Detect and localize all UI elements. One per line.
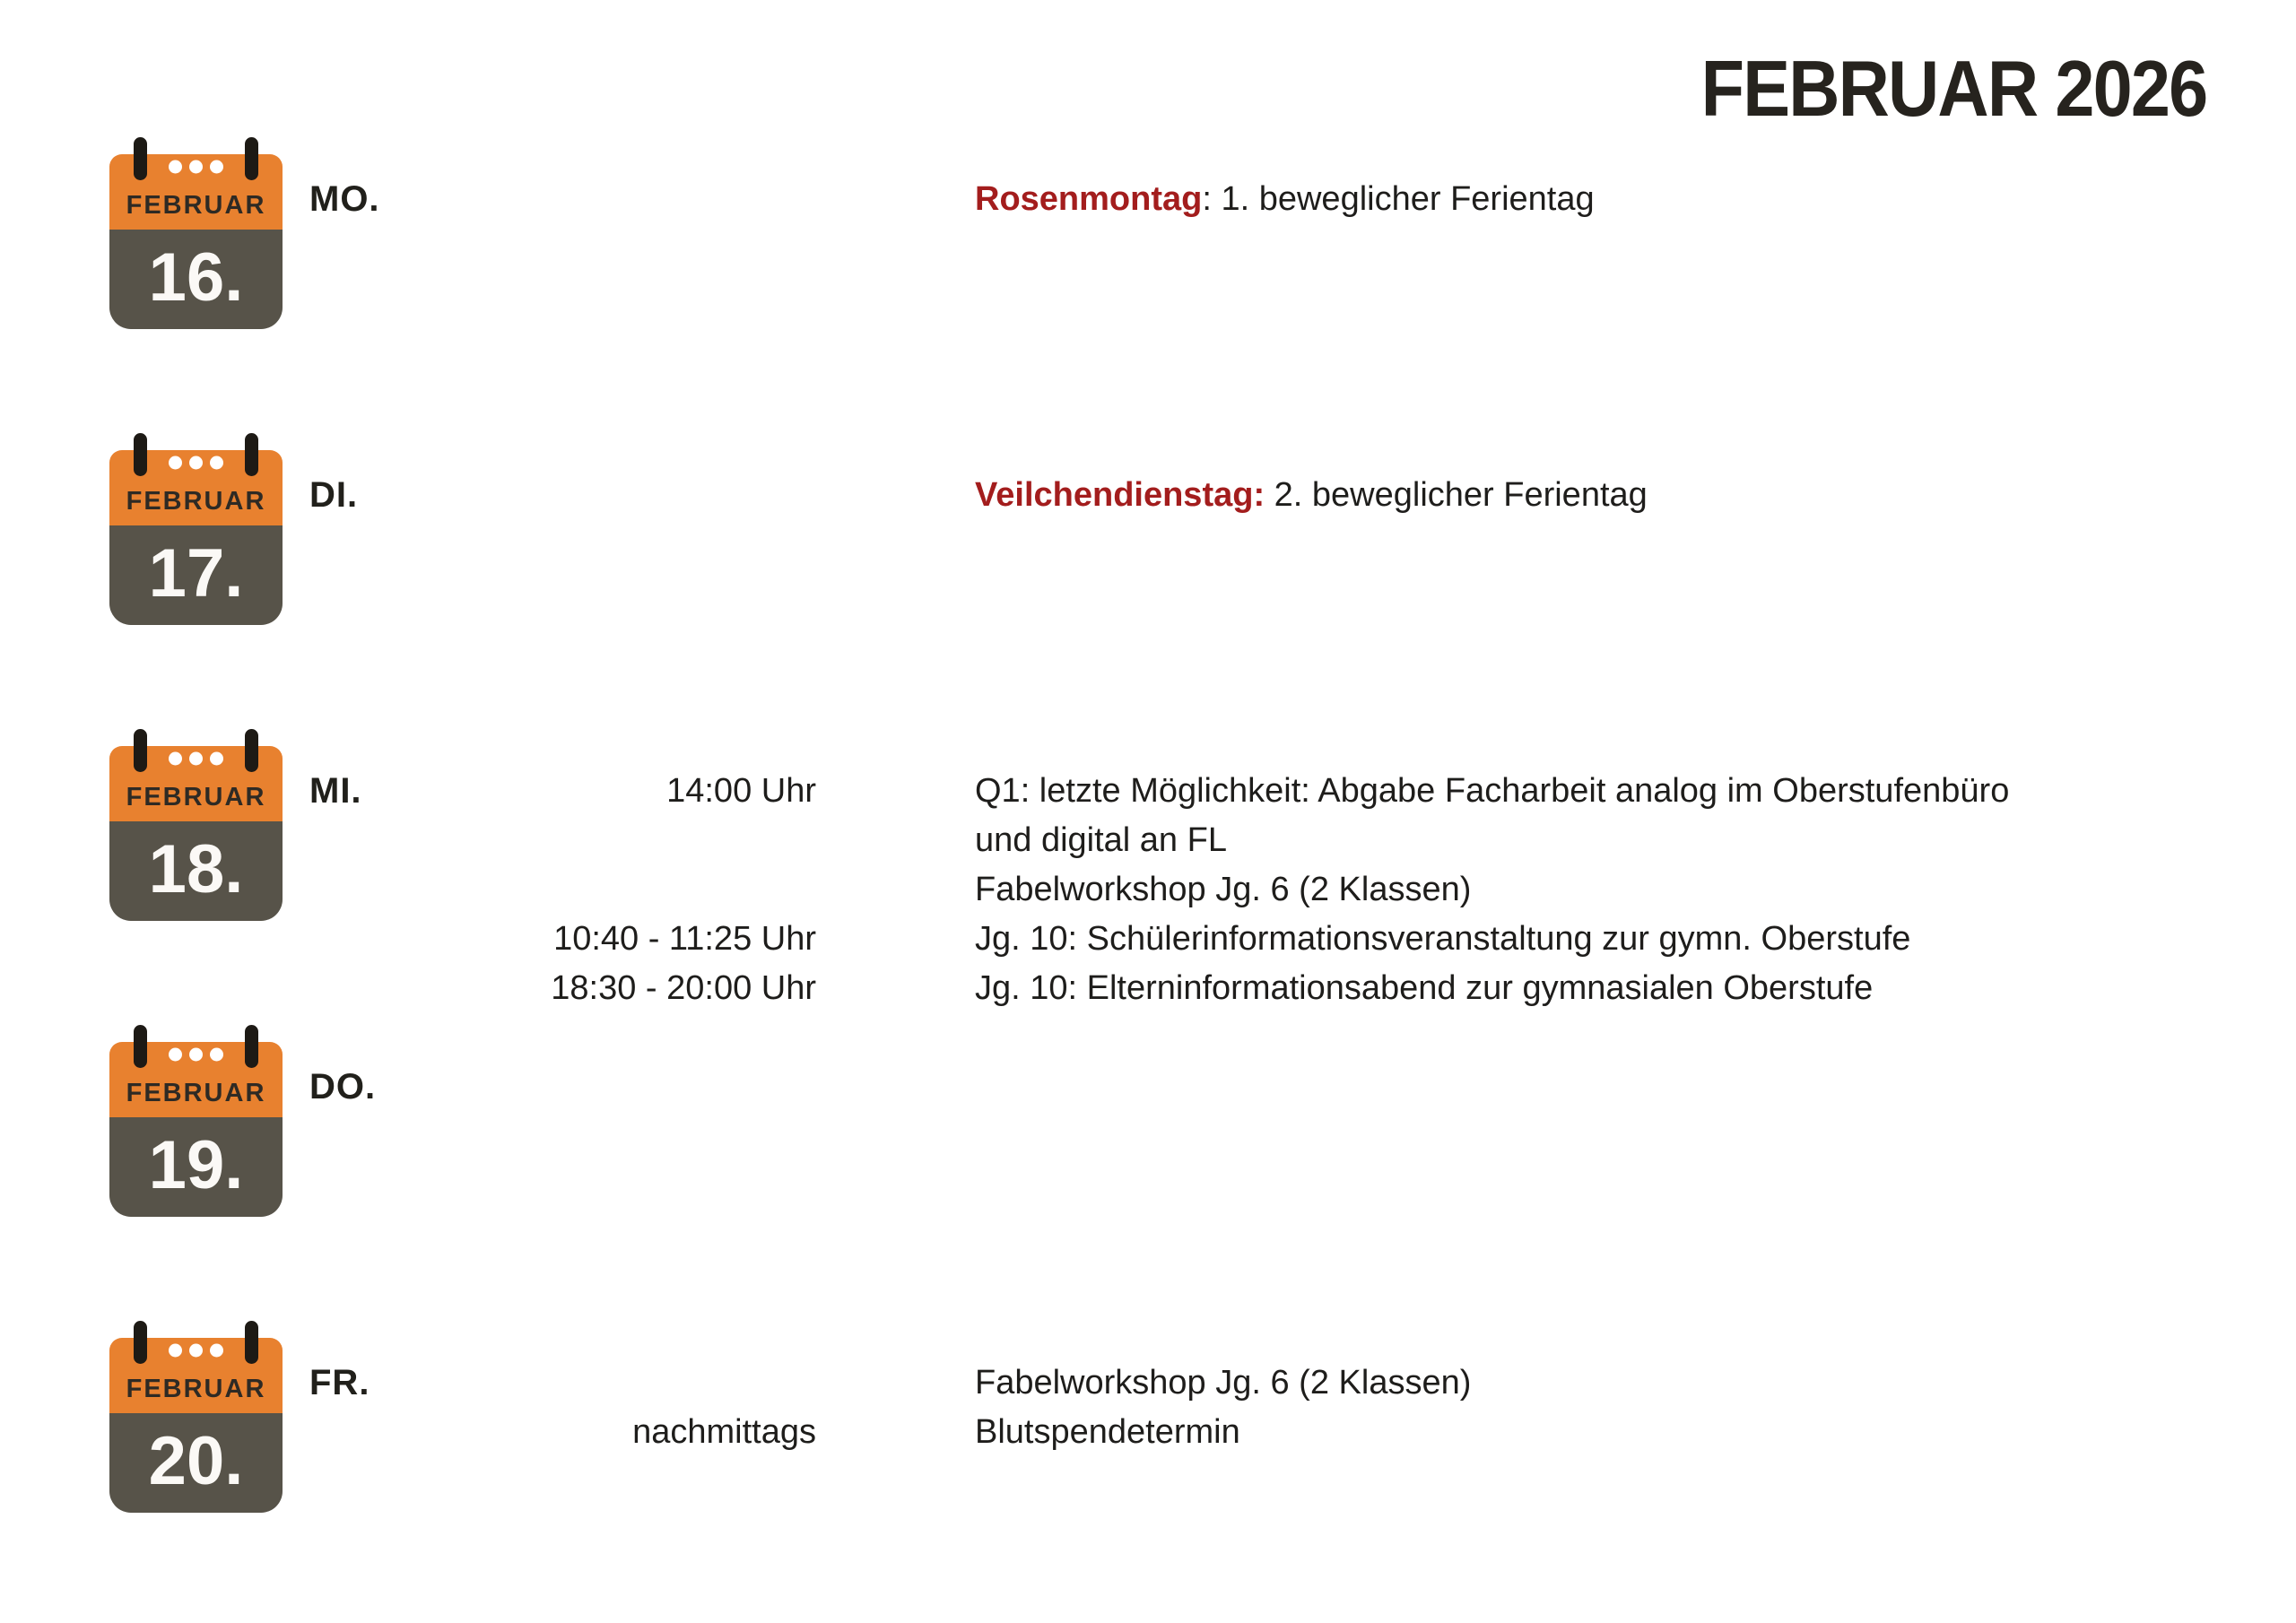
calendar-date: 17. <box>148 535 244 612</box>
event-line <box>489 1358 2033 1408</box>
page-title: FEBRUAR 2026 <box>1700 44 2206 133</box>
event-highlight: Rosenmontag <box>975 180 1203 218</box>
event-line <box>489 471 2033 520</box>
event-text <box>975 471 2033 520</box>
event-text: Q1: letzte Möglichkeit: Abgabe Facharbeit analog im Oberstufenbüro und digital an FL <box>975 772 2010 859</box>
entry-events <box>489 1358 2033 1457</box>
calendar-month-label: FEBRUAR <box>126 1079 266 1107</box>
event-time: 10:40 - 11:25 Uhr <box>553 920 816 958</box>
event-time: nachmittags <box>632 1413 816 1451</box>
event-text: Jg. 10: Schülerinformationsveranstaltung zur gymn. Oberstufe <box>975 920 1911 958</box>
event-highlight: Veilchendienstag: <box>975 476 1265 514</box>
calendar-icon <box>109 137 283 330</box>
calendar-month-label: FEBRUAR <box>126 487 266 516</box>
event-text: Jg. 10: Elterninformationsabend zur gymnasialen Oberstufe <box>975 969 1874 1007</box>
calendar-date: 20. <box>148 1423 244 1499</box>
event-text: Fabelworkshop Jg. 6 (2 Klassen) <box>975 1364 1472 1402</box>
calendar-entry <box>0 137 2296 433</box>
event-time: 14:00 Uhr <box>666 772 816 810</box>
event-text: Blutspendetermin <box>975 1413 1240 1451</box>
entry-events <box>489 767 2033 1013</box>
event-line <box>489 767 2033 865</box>
calendar-dots <box>169 1344 223 1358</box>
calendar-date: 16. <box>148 239 244 316</box>
calendar-pin <box>134 1321 147 1364</box>
event-rest: : 1. beweglicher Ferientag <box>1202 180 1595 218</box>
calendar-dots <box>169 752 223 766</box>
event-line <box>489 915 2033 964</box>
calendar-entry <box>0 1321 2296 1617</box>
event-line <box>489 964 2033 1013</box>
calendar-pin <box>245 1025 258 1068</box>
calendar-icon <box>109 729 283 922</box>
calendar-dots <box>169 456 223 470</box>
event-rest: 2. beweglicher Ferientag <box>1265 476 1648 514</box>
calendar-month-label: FEBRUAR <box>126 1375 266 1403</box>
calendar-entry <box>0 729 2296 1025</box>
calendar-dots <box>169 1048 223 1062</box>
event-text: Fabelworkshop Jg. 6 (2 Klassen) <box>975 871 1472 908</box>
day-label: MO. <box>309 179 380 219</box>
calendar-date: 18. <box>148 831 244 907</box>
calendar-pin <box>245 433 258 476</box>
calendar-pin <box>245 729 258 772</box>
calendar-pin <box>134 137 147 180</box>
day-label: DI. <box>309 475 359 515</box>
entry-events <box>489 175 2033 224</box>
calendar-icon <box>109 1321 283 1514</box>
day-label: FR. <box>309 1363 370 1402</box>
calendar-pin <box>245 1321 258 1364</box>
calendar-month-label: FEBRUAR <box>126 783 266 812</box>
calendar-entry <box>0 1025 2296 1321</box>
event-text <box>975 175 2033 224</box>
event-line <box>489 175 2033 224</box>
event-line <box>489 1408 2033 1457</box>
event-time: 18:30 - 20:00 Uhr <box>551 969 816 1007</box>
calendar-pin <box>134 1025 147 1068</box>
entry-events <box>489 471 2033 520</box>
day-label: DO. <box>309 1067 377 1107</box>
calendar-month-label: FEBRUAR <box>126 191 266 220</box>
calendar-dots <box>169 161 223 174</box>
calendar-icon <box>109 1025 283 1218</box>
calendar-icon <box>109 433 283 626</box>
calendar-date: 19. <box>148 1127 244 1203</box>
calendar-pin <box>245 137 258 180</box>
day-label: MI. <box>309 771 362 811</box>
event-line <box>489 865 2033 915</box>
calendar-pin <box>134 433 147 476</box>
calendar-entry <box>0 433 2296 729</box>
calendar-pin <box>134 729 147 772</box>
